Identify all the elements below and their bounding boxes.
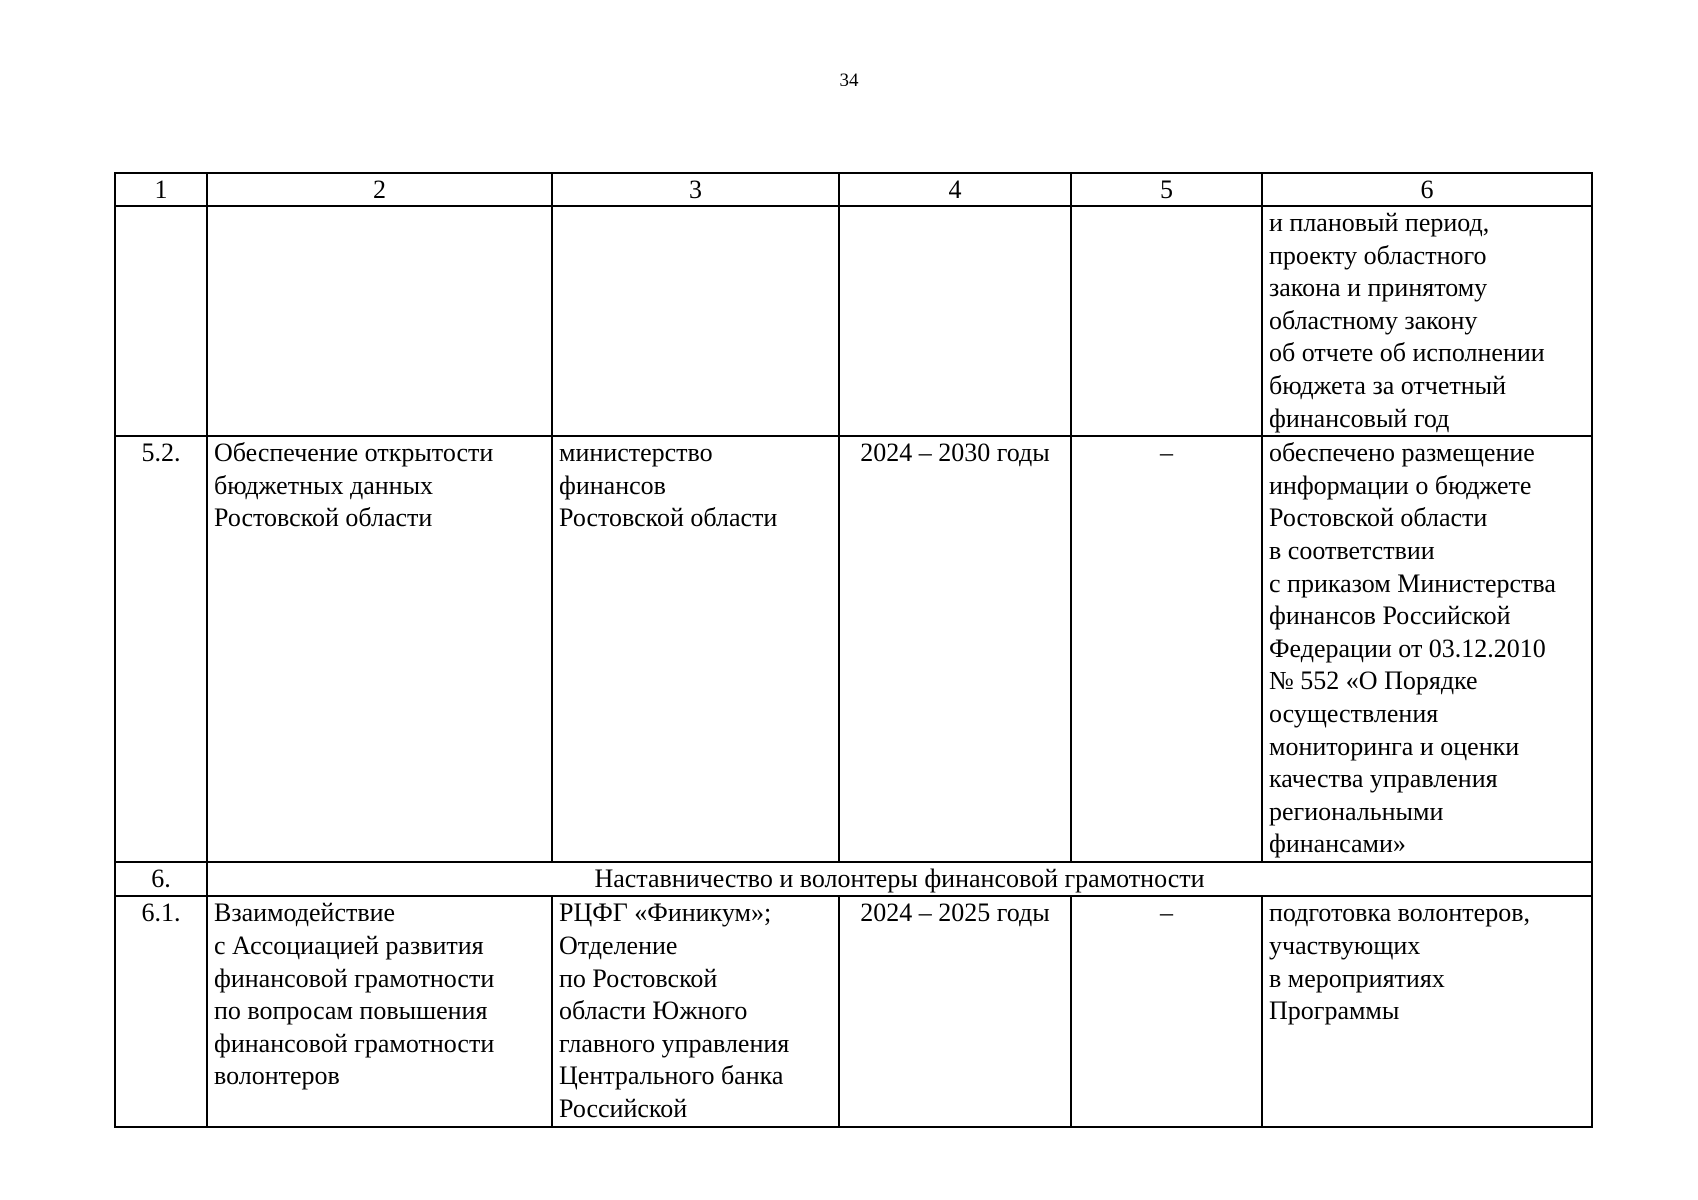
activity-cell: Взаимодействие с Ассоциацией развития финансовой грамотности по вопросам повышения финансовой грамотности волонтеров (207, 896, 552, 1126)
executor-cell (552, 206, 839, 436)
activity-cell: Обеспечение открытости бюджетных данных Ростовской области (207, 436, 552, 862)
table-row (115, 436, 1592, 862)
column-header: 4 (839, 173, 1071, 206)
section-number-cell: 6. (115, 862, 207, 897)
column-header: 2 (207, 173, 552, 206)
result-cell: подготовка волонтеров, участвующих в мероприятиях Программы (1262, 896, 1592, 1126)
term-cell: 2024 – 2030 годы (839, 436, 1071, 862)
table-header-row (115, 173, 1592, 206)
column-header: 6 (1262, 173, 1592, 206)
program-table (114, 172, 1593, 1128)
row-number-cell: 6.1. (115, 896, 207, 1126)
table-row (115, 206, 1592, 436)
result-cell: и плановый период, проекту областного закона и принятому областному закону об отчете об исполнении бюджета за отчетный финансовый год (1262, 206, 1592, 436)
page-number: 34 (839, 70, 859, 91)
section-row (115, 862, 1592, 897)
section-title-cell: Наставничество и волонтеры финансовой грамотности (207, 862, 1592, 897)
activity-cell (207, 206, 552, 436)
indicator-cell: – (1071, 896, 1262, 1126)
column-header: 3 (552, 173, 839, 206)
result-cell: обеспечено размещение информации о бюджете Ростовской области в соответствии с приказом Министерства финансов Российской Федерации от 03.12.2010 № 552 «О Порядке осуществления мониторинга и оценки качества управления региональными финансами» (1262, 436, 1592, 862)
indicator-cell: – (1071, 436, 1262, 862)
column-header: 5 (1071, 173, 1262, 206)
term-cell: 2024 – 2025 годы (839, 896, 1071, 1126)
executor-cell: министерство финансов Ростовской области (552, 436, 839, 862)
term-cell (839, 206, 1071, 436)
row-number-cell (115, 206, 207, 436)
column-header: 1 (115, 173, 207, 206)
table-row (115, 896, 1592, 1126)
row-number-cell: 5.2. (115, 436, 207, 862)
executor-cell: РЦФГ «Финикум»; Отделение по Ростовской области Южного главного управления Центрального банка Российской (552, 896, 839, 1126)
indicator-cell (1071, 206, 1262, 436)
